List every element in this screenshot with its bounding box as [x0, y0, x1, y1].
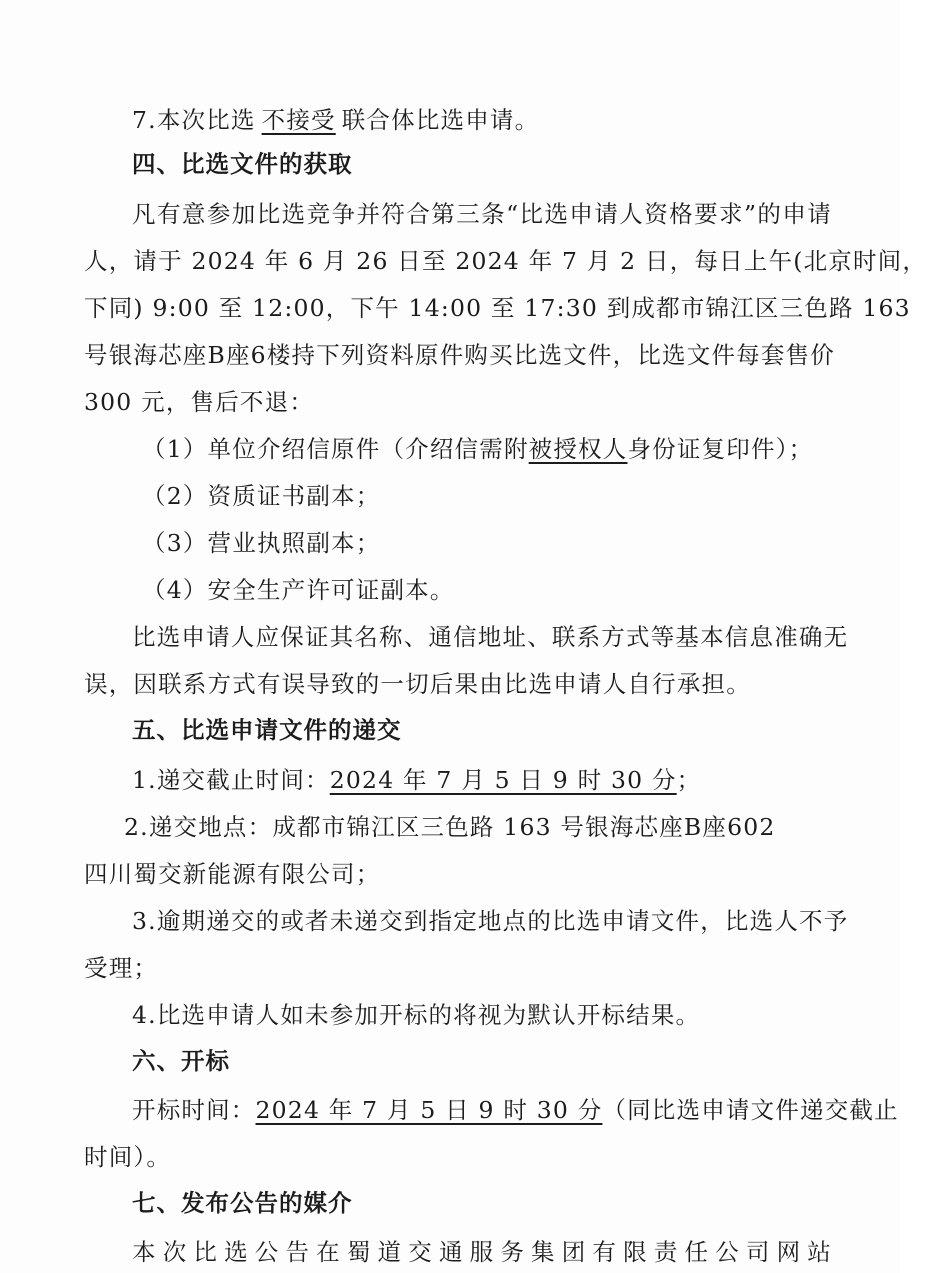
- list-item-1: [142, 432, 832, 466]
- opening-time-line-2: 时间）。: [84, 1143, 172, 1171]
- section-4-note-line-1: 比选申请人应保证其名称、通信地址、联系方式等基本信息准确无: [132, 623, 849, 651]
- section-4-para-line-2: 人，请于 2024 年 6 月 26 日至 2024 年 7 月 2 日，每日上午(北京时间，: [84, 247, 927, 275]
- opening-time-note: （同比选申请文件递交截止: [602, 1096, 899, 1124]
- opening-time-value: 2024 年 7 月 5 日 9 时 30 分: [255, 1096, 603, 1124]
- list-item-1-underlined: 被授权人: [528, 435, 628, 463]
- section-5-item-3-line-1: 3.逾期递交的或者未递交到指定地点的比选申请文件，比选人不予: [132, 907, 849, 935]
- list-item-3: （3）营业执照副本；: [142, 529, 381, 557]
- opening-time-line: [132, 1093, 899, 1127]
- clause-7-suffix: 联合体比选申请。: [341, 106, 540, 134]
- section-7-para-line-1: 本次比选公告在蜀道交通服务集团有限责任公司网站: [132, 1238, 832, 1266]
- section-7-heading: 七、发布公告的媒介: [132, 1189, 353, 1217]
- list-item-2: （2）资质证书副本；: [142, 482, 381, 510]
- section-4-para-line-3: 下同) 9:00 至 12:00，下午 14:00 至 17:30 到成都市锦江区三色路 163: [84, 294, 911, 322]
- deadline-label: 1.递交截止时间：: [132, 766, 330, 794]
- list-item-4: （4）安全生产许可证副本。: [142, 576, 455, 604]
- list-item-1-before: （1）单位介绍信原件（介绍信需附: [142, 435, 529, 463]
- section-5-item-2-line-2: 四川蜀交新能源有限公司；: [84, 860, 381, 888]
- section-5-item-2-line-1: 2.递交地点：成都市锦江区三色路 163 号银海芯座B座602: [124, 813, 776, 841]
- deadline-value: 2024 年 7 月 5 日 9 时 30 分: [329, 766, 677, 794]
- clause-7: [132, 103, 832, 137]
- deadline-suffix: ；: [676, 766, 702, 794]
- section-5-item-3-line-2: 受理；: [84, 954, 159, 982]
- section-4-heading: 四、比选文件的获取: [132, 150, 353, 178]
- list-item-1-after: 身份证复印件）；: [627, 435, 814, 463]
- clause-7-prefix: 7.本次比选: [132, 106, 256, 134]
- section-5-item-1: [132, 763, 832, 797]
- section-6-heading: 六、开标: [132, 1047, 230, 1075]
- section-5-heading: 五、比选申请文件的递交: [132, 716, 402, 744]
- section-4-para-line-5: 300 元，售后不退：: [84, 388, 315, 416]
- opening-time-label: 开标时间：: [132, 1096, 256, 1124]
- section-5-item-4: 4.比选申请人如未参加开标的将视为默认开标结果。: [132, 1001, 701, 1029]
- section-4-para-line-4: 号银海芯座B座6楼持下列资料原件购买比选文件，比选文件每套售价: [84, 341, 835, 369]
- clause-7-value: 不接受: [261, 106, 336, 134]
- section-4-para-line-1: 凡有意参加比选竞争并符合第三条“比选申请人资格要求”的申请: [132, 200, 832, 228]
- section-4-note-line-2: 误，因联系方式有误导致的一切后果由比选申请人自行承担。: [84, 670, 751, 698]
